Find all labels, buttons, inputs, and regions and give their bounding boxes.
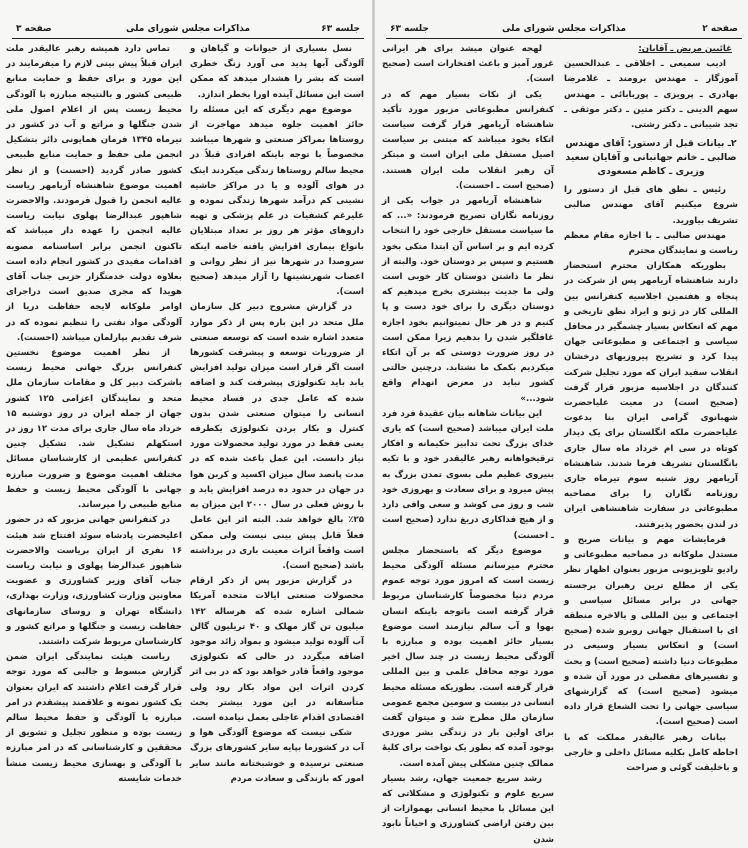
session-number: جلسه ۶۳ [390, 24, 429, 34]
right-page [374, 0, 748, 845]
paragraph-text: لهجه عنوان میشد برای هر ایرانی غرور آمیز و باعث افتخارات است (صحیح است). [382, 44, 554, 85]
paragraph [564, 731, 738, 777]
paragraph-text: موضوع دیگر که باستحضار مجلس محترم میرسانم مسئله آلودگی محیط زیست است که امروز مورد توجه عموم مردم دنیا مخصوصاً کارشناسان مربوط قرار گرفته است باتوجه باینکه انسان بهوا و آب سالم نیازمند است موضوع بسیار حائز اهمیت بوده و مبارزه با آلودگی محیط زیست در چند سال اخیر مورد توجه محافل علمی و بین المللی قرار گرفته است. بطوریکه مسئله محیط انسانی در بیست و سومین مجمع عمومی سازمان ملل مطرح شد و میتوان گفت برای اولین بار در زندگی بشر موردی بوجود آمده که بطور یک نواخت برای کلیهٔ ممالک چنین مشکلی پیش آمده است. [382, 545, 554, 769]
paragraph [190, 103, 364, 301]
paragraph [564, 533, 738, 731]
paragraph-text: با اجازه مقام معظم ریاست و نمایندگان محترم [564, 230, 738, 257]
book-spine [372, 0, 375, 600]
paragraph [190, 42, 364, 103]
paragraph [6, 650, 182, 787]
paragraph-text: شاهنشاه آریامهر در جواب یکی از روزنامه نگاران تصریح فرمودند: «... که ما سیاست مستقل خارجی خود را انتخاب کرده ایم و بر اساس آن ابتدا متکی بخود هستیم و سپس بر دوستان خود. والبته از نظر ما داشتن دوستان کار خوبی است ولی ما جدیت بیشتری بخرج میدهیم که دوستان دیگری را برای خود دست و پا کنیم و در هر حال نمیتوانیم بخود اجازه غافلگیر شدن را بدهیم زیرا ممکن است در روز ضرورت دوستی که بر آن اتکاء میکردیم بکمک ما نشتابد. درچنین حالتی کشور نباید در معرض انهدام واقع شود...» [382, 196, 554, 404]
paragraph [382, 194, 554, 407]
running-title: مذاکرات مجلس شورای ملی [125, 24, 251, 34]
paragraph-text: یکی از نکات بسیار مهم که در کنفرانس مطبوعاتی مزبور مورد تأکید شاهنشاه آریامهر قرار گرفت سیاست اتکاء بخود میباشد که مبتنی بر سیاست اصیل مستقل ملی ایران است و مبتکر آن رهبر انقلاب ملت ایران هستند. (صحیح است ـ احسنت). [382, 89, 554, 191]
speaker-name: مهندس صالبی ـ [656, 230, 726, 241]
paragraph-text: ریاست هیئت نمایندگی ایران ضمن گزارش مبسوط و جالبی که مورد توجه قرار گرفت اعلام داشتند که ایران بعنوان یک کشور نمونه و علاقمند پیشقدم در امر مبارزه با آلودگی و حفظ محیط سالم زیست بوده و منظور تجلیل و تشویق از محققین و کارشناسانی که در امر مبارزه با آلودگی و بهسازی محیط زیست منشأ خدمات شایسته [6, 652, 182, 784]
absentees-list: ادیب سمیعی ـ اخلاقی ـ عبدالحسین آموزگار ـ مهندس برومند ـ غلامرضا بهادری ـ پرویزی ـ پوربابائی ـ مهندس سهم الدینی ـ دکتر متین ـ دکتر موثقی ـ تجد شیبانی ـ دکتر رشتی. [564, 59, 738, 131]
page-number: صفحه ۳ [16, 24, 52, 34]
page-header [12, 24, 364, 39]
paragraph [382, 407, 554, 544]
absentees-heading: غائبین مریض ـ آقایان: [638, 44, 732, 54]
speech-paragraphs [564, 183, 738, 776]
paragraph-text: بیانات رهبر عالیقدر مملکت که با احاطه کامل بکلیه مسائل داخلی و خارجی و باخلیقت گوئی و صراحت [564, 732, 738, 773]
text-column-right [564, 42, 738, 776]
paragraph [6, 513, 182, 650]
paragraph [190, 300, 364, 574]
paragraph [190, 726, 364, 787]
text-column-left [382, 42, 554, 848]
paragraph [564, 259, 738, 533]
paragraph-text: بطوریکه همکاران محترم استحضار دارند شاهنشاه آریامهر پس از شرکت در پنجاه و هفتمین اجلاسیه کنفرانس بین المللی کار در ژنو و ایراد نطق تاریخی و مهم که انعکاس بسیار چشمگیر در محافل سیاسی و اجتماعی و مطبوعاتی جهان پیدا کرد و تشریح پیروزیهای درخشان انقلاب سفید ایران که مورد تجلیل شرکت کنندگان در اجلاسیه مزبور قرار گرفت (صحیح است) در معیت علیاحضرت شهبانوی گرامی ایران بنا بدعوت علیاحضرت ملکه انگلستان برای یک دیدار کوتاه در سی ام خرداد ماه سال جاری بانگلستان تشریف فرما شدند. شاهنشاه آریامهر روز شنبه سوم تیرماه جاری روزنامه نگاران را برای مصاحبه مطبوعاتی در سفارت شاهنشاهی ایران در لندن بحضور پذیرفتند. [564, 261, 738, 530]
paragraph-text: این بیانات شاهانه بیان عقیدهٔ فرد فرد ملت ایران میباشد (صحیح است) که یاری خدای بزرگ تحت تدابیر حکیمانه و افکار ترقیخواهانه رهبر عالیقدر خود و با تکیه بنیروی عظیم ملی بسوی تمدن بزرگ به پیش میرود و برای سعادت و بهروزی خود شب و روز می کوشد و سعی وافی دارد و از هیچ فداکاری دریغ ندارد (صحیح است ـ احسنت) [382, 408, 554, 541]
paragraph-text: در گزارش مزبور پس از ذکر ارقام محصولات صنعتی ایالات متحده آمریکا شمالی اشاره شده که هرساله ۱۴۲ میلیون تن گاز مهلک و ۴۰ تریلیون گالن آب آلوده تولید میشود و بمواد زائد موجود اضافه میگردد در حالی که تکنولوژی موجود واقعاً قادر خواهد بود که در بی اثر کردن اثرات این مواد بکار رود ولی متأسفانه در این مورد بیشتر بحث اقتصادی اقدام عاجلی بعمل نیامده است. [190, 576, 364, 723]
paragraph-text: از نظر اهمیت موضوع نخستین کنفرانس بزرگ جهانی محیط زیست باشرکت دبیر کل و مقامات سازمان ملل متحد و نمایندگان اعزامی ۱۲۵ کشور جهان از جمله ایران در روز دوشنبه ۱۵ خرداد ماه سال جاری برای مدت ۱۲ روز در استکهلم تشکیل شد. تشکیل چنین کنفرانس عظیمی از کارشناسان مسائل مختلف اهمیت موضوع و ضرورت مبارزه جهانی با آلودگی محیط زیست و حفظ منابع طبیعی را میرساند. [6, 348, 183, 511]
paragraph-text: رشد سریع جمعیت جهان، رشد بسیار سریع علوم و تکنولوژی و مشکلاتی که این مسائل با محیط انسانی بهموازات از بین رفتن اراضی کشاورزی و احیاناً نابود شدن [382, 773, 554, 845]
paragraph [382, 42, 554, 88]
paragraph [190, 574, 364, 726]
paragraph [382, 544, 554, 772]
paragraph [6, 346, 182, 513]
page-number: صفحه ۲ [702, 24, 738, 34]
running-title: مذاکرات مجلس شورای ملی [501, 24, 627, 34]
paragraph-text: تماس دارد همیشه رهبر عالیقدر ملت ایران قبلاً پیش بینی لازم را میفرمایند در این مورد و برای حفظ و حمایت منابع طبیعی کشور و بالنتیجه مبارزه با آلودگی محیط زیست پس از اعلام اصول ملی شدن جنگلها و مراتع و آب در کشور در تیرماه ۱۳۴۵ فرمان همایونی دائر بتشکیل انجمن ملی حفظ و حمایت منابع طبیعی کشور صادر گردید (احسنت) و از نظر اهمیت موضوع شاهنشاه آریامهر ریاست عالیه انجمن را قبول فرمودند. والاحضرت شاهپور عبدالرضا پهلوی نیابت ریاست عالیه انجمن را عهده دار میباشد که تاکنون انجمن برابر اساسنامه مصوبه اقدامات مفیدی در کشور انجام داده است بعلاوه دولت خدمتگزار حزبی جناب آقای هویدا که مجری صدیق است دراجرای اوامر ملوکانه لایحه حفاظت دریا از آلودگی مواد نفتی را تنظیم نموده که در شرف تقدیم بپارلمان میباشد (احسنت). [6, 44, 182, 343]
paragraph-text: شکی نیست که موضوع آلودگی هوا و آب در کشورما بپایه سایر کشورهای بزرگ صنعتی نرسیده و خوشبختانه مانند سایر امور که بازندگی و سعادت مردم [190, 728, 364, 784]
paragraph [382, 772, 554, 848]
paragraph-text: در گزارش مشروح دبیر کل سازمان ملل متحد در این باره پس از ذکر موارد متعدد اشاره شده است که توسعه صنعتی از ضروریات توسعه و پیشرفت کشورها است اگر قرار است میزان تولید افزایش یابد باید تکنولوژی پیشرفت کند و اضافه شده که عامل جدی در فساد محیط انسانی را میتوان صنعتی شدن بدون کنترل و بکار بردن تکنولوژی یکطرفه یعنی فقط در مورد تولید محصولات مورد نیاز دانست. این عمل باعث شده که در مدت پانصد سال میزان اکسید و کربن هوا در جهان در حدود ده درصد افزایش یابد و با روش فعلی در سال ۲۰۰۰ این میزان به ۲۵٪ بالغ خواهد شد. البته اثر این عامل فعلاً قابل پیش بینی نیست ولی ممکن است واقعاً اثرات معینت باری در برداشته باشد (صحیح است). [190, 302, 364, 571]
speaker-name: رئیس ـ [693, 185, 726, 196]
paragraph [382, 88, 554, 194]
page-header [386, 24, 742, 39]
session-number: جلسه ۶۳ [321, 24, 360, 34]
paragraph-text: فرمایشات مهم و بیانات صریح و مستدل ملوکانه در مصاحبه مطبوعاتی و رادیو تلویزیونی مزبور بعنوان اظهار نظر یکی از مطلع ترین رهبران برجسته جهانی در برابر مسائل سیاسی و اجتماعی و بین المللی و بالاخره منطقه ای با استقبال جهانی روبرو شده (صحیح است) و انعکاس بسیار وسیعی در مطبوعات دنیا داشته (صحیح است) و بحث و تفسیرهای مفصلی در مورد آن شده و میشود (صحیح است) که گزارشهای سیاسی جهانی را تحت الشعاع قرار داده است (صحیح است). [564, 534, 738, 728]
left-page [0, 0, 374, 784]
text-column-left [6, 42, 182, 787]
text-column-right [190, 42, 364, 787]
paragraph [564, 183, 738, 229]
paragraph-text: در کنفرانس جهانی مزبور که در حضور اعلیحضرت پادشاه سوئد افتتاح شد هیئت ۱۶ نفری از ایران بریاست والاحضرت شاهپور عبدالرضا پهلوی و نیابت ریاست جناب آقای وزیر کشاورزی و عضویت معاونین وزارت کشاورزی، وزارت بهداری، دانشگاه تهران و روسای سازمانهای حفاظت زیست و جنگلها و مراتع کشور و کارشناسان مربوط شرکت داشتند. [6, 515, 182, 647]
paragraph-text: نطق های قبل از دستور را شروع میکنیم آقای مهندس صالبی تشریف بیاورید. [564, 185, 738, 226]
paragraph [6, 42, 182, 346]
paragraph-text: نسل بسیاری از حیوانات و گیاهان و آلودگی آبها پدید می آورد زنگ خطری است که بشر را هشدار میدهد که ممکن است این مسائل آینده اورا بخطر اندازد. [190, 44, 364, 100]
section-heading: ۲ـ بیانات قبل از دستور: آقای مهندس صالبی ـ خانم جهانبانی و آقایان سعید وزیری ـ کاظم مسعودی [565, 138, 737, 178]
paragraph [564, 229, 738, 259]
paragraph-text: موضوع مهم دیگری که این مسئله را حائز اهمیت جلوه میدهد مهاجرت از روستاها بمراکز صنعتی و شهرها میباشد مخصوصاً با توجه باینکه افرادی قبلاً در محیط سالم روستاها زندگی میکردند اینک در هوای آلوده و یا در مراکز حاشیه نشینی کم درآمد شهرها زندگی نموده و علیرغم کشفیات در علم پزشکی و تهیه داروهای مؤثر هر روز بر تعداد مبتلایان بانواع بیماری افزایش یافته خاصه اینکه سروصدا در شهرها نیز از نظر روانی و اعصاب شهرنشینها را آزار میدهد (صحیح است). [190, 104, 364, 298]
